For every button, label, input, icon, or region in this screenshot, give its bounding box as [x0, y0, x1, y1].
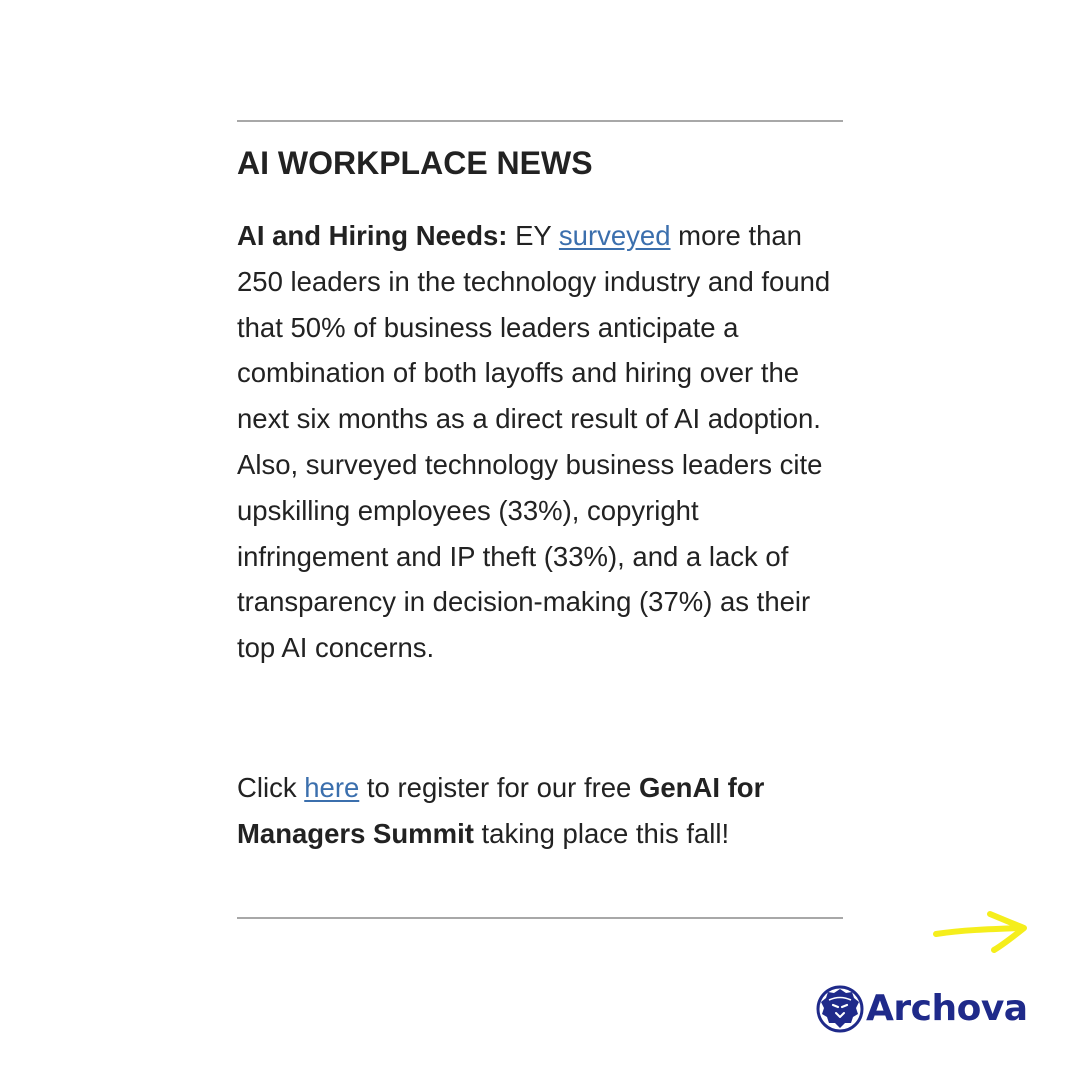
section-heading: AI WORKPLACE NEWS — [237, 145, 593, 181]
register-callout — [237, 765, 849, 857]
article-lead-label: AI and Hiring Needs: — [237, 220, 508, 251]
news-article — [237, 213, 849, 671]
surveyed-link[interactable]: surveyed — [558, 220, 671, 251]
lion-head-icon — [815, 983, 865, 1035]
cta-prefix: Click — [237, 772, 305, 803]
top-divider — [237, 120, 843, 122]
brand-name: Archova — [866, 988, 1028, 1029]
register-here-link[interactable]: here — [304, 772, 360, 803]
cta-middle: to register for our free — [359, 772, 639, 803]
cta-suffix: taking place this fall! — [473, 817, 730, 849]
article-text-before-link: EY — [507, 220, 559, 251]
event-name: GenAI for Managers Summit — [237, 772, 765, 849]
bottom-divider — [237, 917, 843, 919]
right-arrow-icon[interactable] — [932, 908, 1032, 958]
article-body-text: more than 250 leaders in the technology industry and found that 50% of business leaders anticipate a combination of both layoffs and hiring over the next six months as a direct result of AI adoption. Also, surveyed technology business leaders cite upskilling employees (33%), copyright infringement and IP theft (33%), and a lack of transparency in decision-making (37%) as their top AI concerns. — [237, 220, 831, 664]
brand-logo — [815, 981, 1028, 1037]
